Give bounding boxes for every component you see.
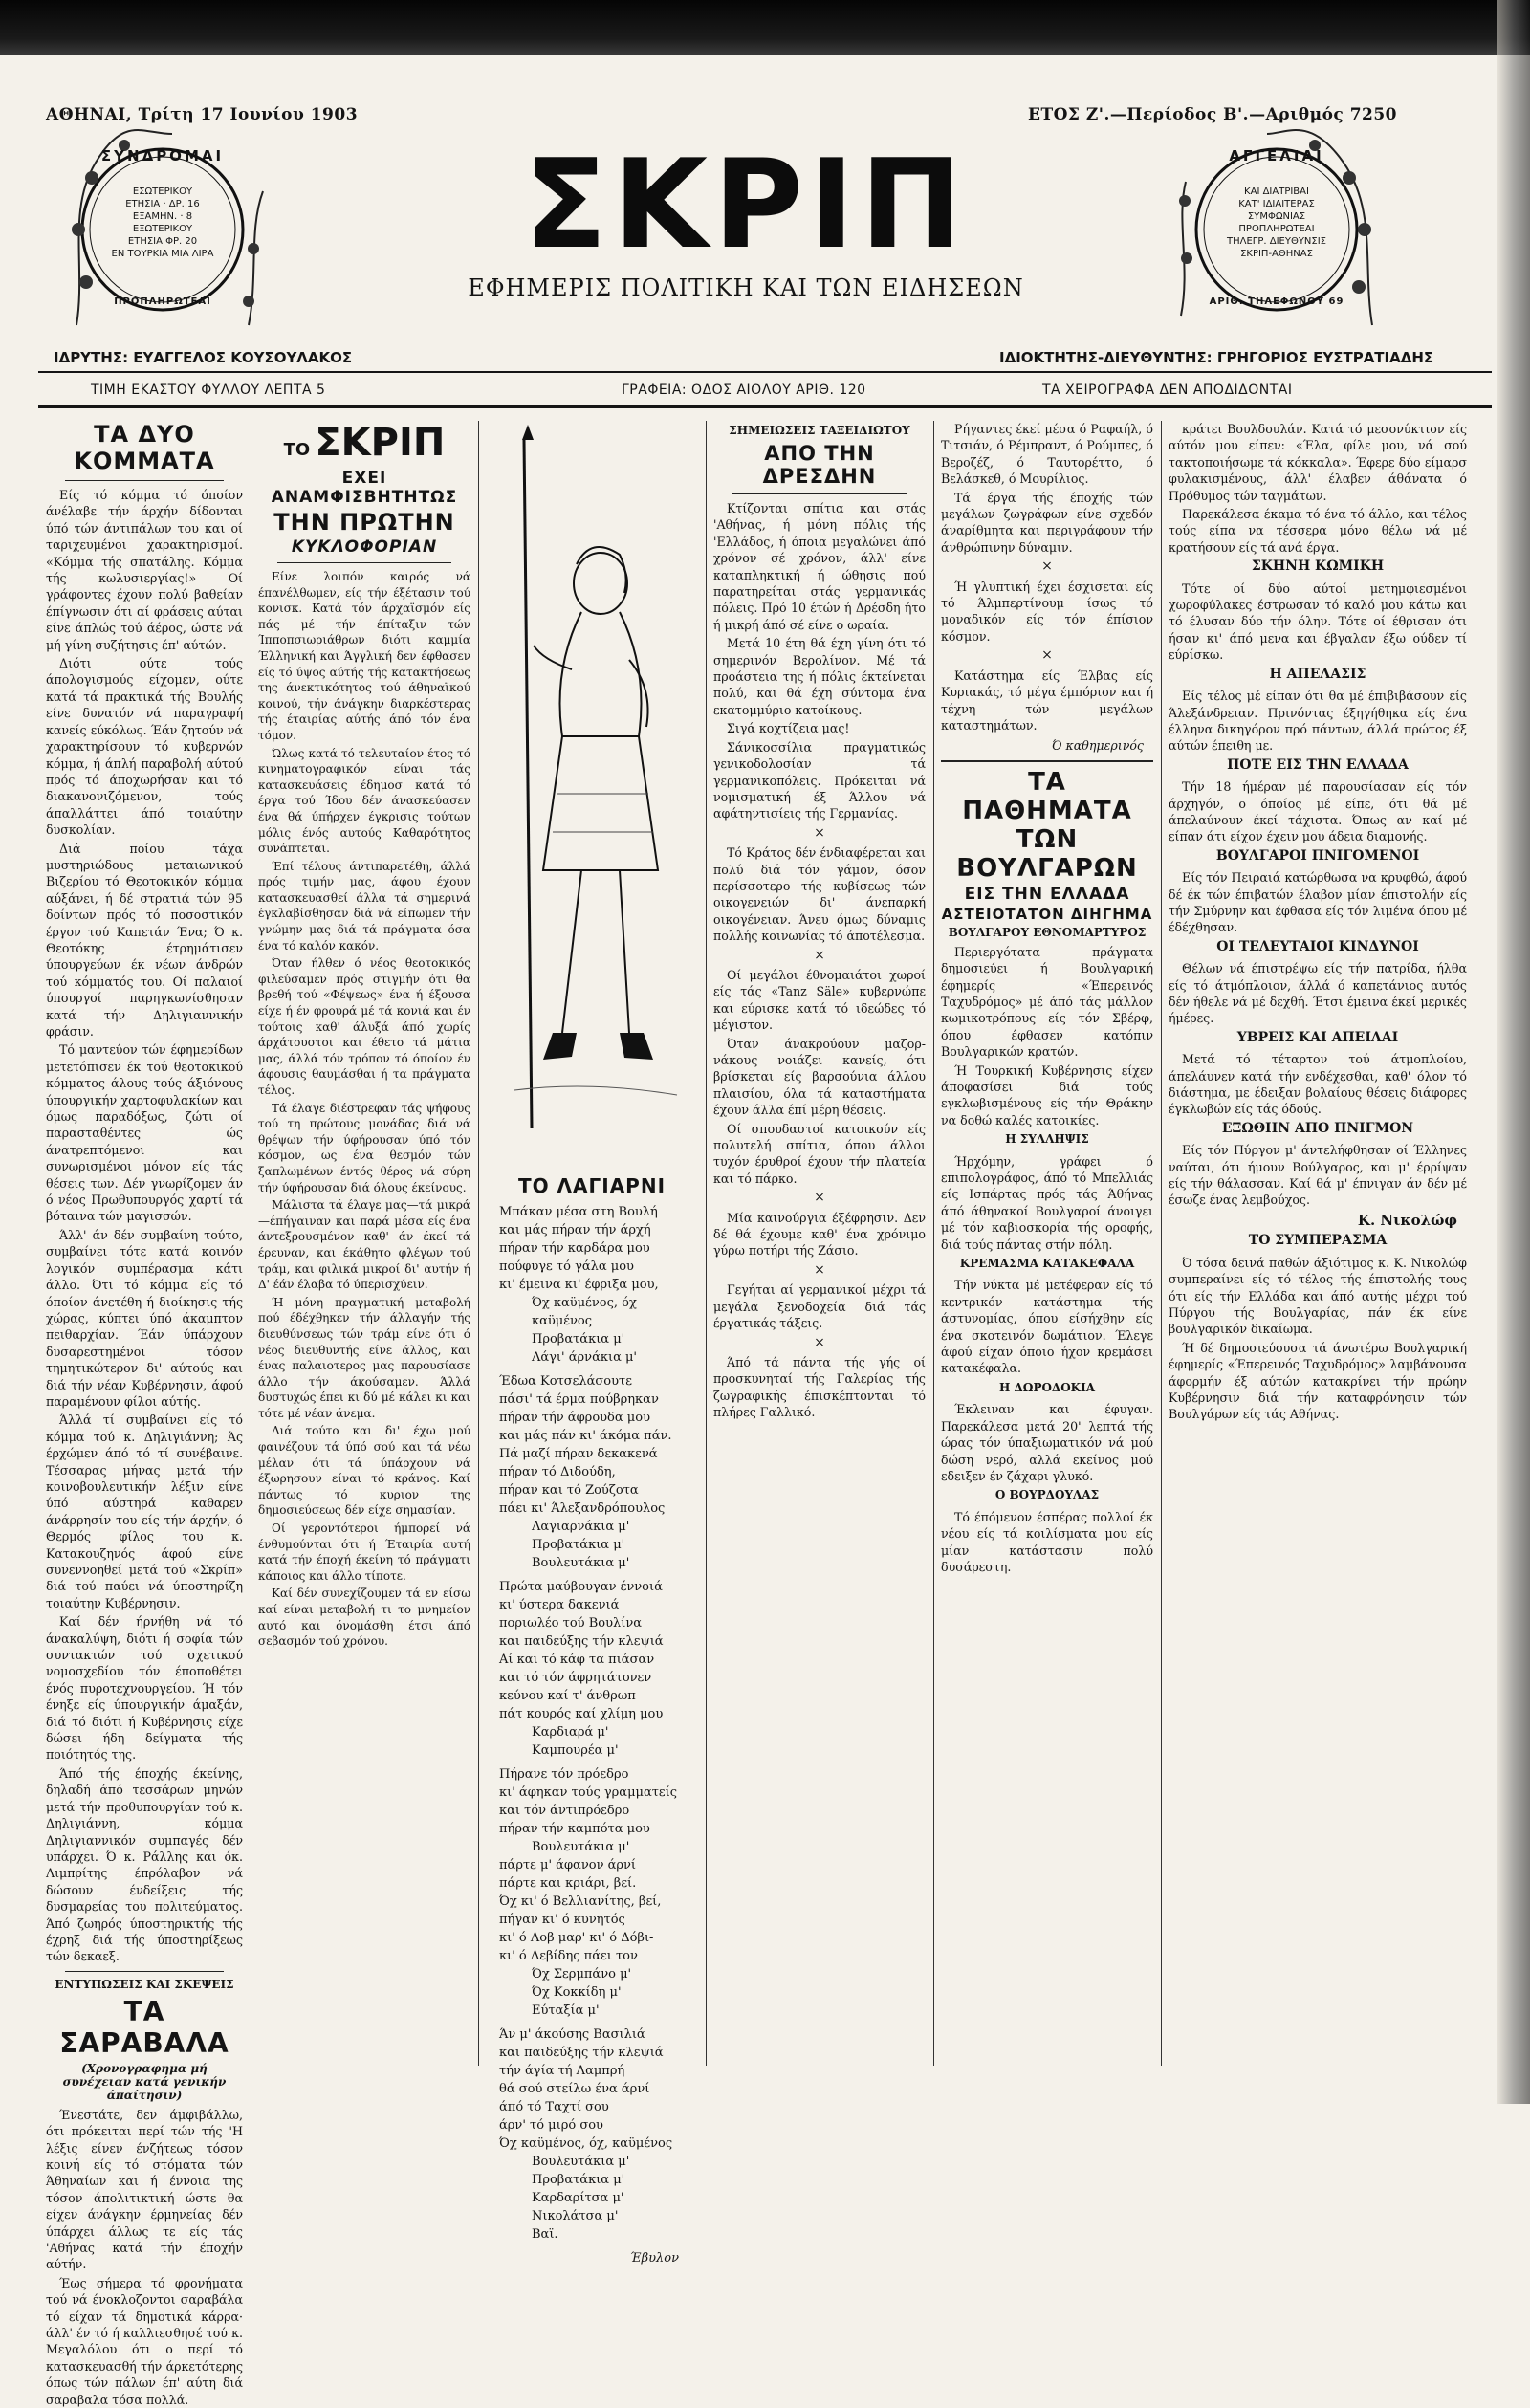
column-2 — [258, 421, 470, 2066]
article-subhead: ΑΣΤΕΙΟΤΑΤΟΝ ΔΙΗΓΗΜΑ — [941, 905, 1153, 923]
poem-title: ΤΟ ΛΑΓΙΑΡΝΙ — [517, 1174, 667, 1197]
paragraph: Διά ποίου τάχα μυστηριώδους μεταιωνικού Βιζερίου τό Θεοτοκικόν κόμμα αύξάνει, ή δέ στρατιά τών 95 δοίντων πρός τό ποσοστικόν έργον τού Καπετάν Ένα; Ό κ. Θεοτόκης έτρημάτισεν ύπουργεύων έκ νέων άνδρών τού κόμματός του. Οί παλαιοί ύπουργοί παρηγκωνίσθησαν κατά τήν Δηλιγιαννικήν φράσιν. — [46, 841, 243, 1039]
paragraph: Τήν 18 ήμέραν μέ παρουσίασαν είς τόν άρχηγόν, ο όποίος μέ είπε, ότι θά μέ άπελαύνουν έκεί τάχιστα. Όπως αν καί μέ είπαν άτι είχον έχειν μου άδεια διαμονής. — [1169, 779, 1467, 844]
article-body — [941, 421, 1153, 755]
poem-line: κι' ύστερα δακενιά — [499, 1598, 620, 1612]
poem-stanza — [486, 2025, 698, 2244]
column-divider — [1161, 421, 1162, 2066]
poem-line: πούφυγε τό γάλα μου — [499, 1259, 634, 1274]
section-subhead: Ο ΒΟΥΡΔΟΥΛΑΣ — [994, 1488, 1100, 1502]
headline-rule — [732, 493, 907, 494]
badge-bottom: ΑΡΙΘ. ΤΗΛΕΦΩΝΟΥ 69 — [1209, 296, 1344, 307]
poem-line: πάρτε και κριάρι, βεί. — [499, 1876, 637, 1891]
article-headline: ΤΑ ΔΥΟ ΚΟΜΜΑΤΑ — [74, 421, 215, 474]
separator-cross-icon: × — [814, 947, 825, 963]
poem-line: πάει κι' Άλεξανδρόπουλος — [499, 1501, 666, 1516]
paragraph: Τότε οί δύο αύτοί μετημφιεσμένοι χωροφύλακες έστρωσαν τό καλό μου κάτω και τό έλυσαν δύο τήν όλην. Τότε οί έθρισαν ότι ήσαν κι' άπό μενα και έβγαλαν έξω ούδεν τί εύρίσκω. — [1169, 580, 1467, 663]
badge-title: ΣΥΝΔΡΟΜΑΙ — [100, 147, 225, 164]
poem-line: και μάς πήραν τήν άρχή — [499, 1223, 651, 1237]
poem-signature: Έβυλον — [629, 2251, 679, 2266]
article-body — [46, 487, 243, 1965]
badge-line: ΕΣΩΤΕΡΙΚΟΥ — [132, 186, 193, 197]
paragraph: Διότι ούτε τούς άπολογισμούς είχομεν, ούτε κατά τά πρακτικά τής Βουλής είνε δυνατόν νά παραγραφή κανείς εύκόλως. Έάν ζητούν νά χαρακτηρίσουν τό κυβερνών κόμμα, ή άπλή παραβολή αύτού πρός τό άποχωρήσαν και τό διακανονιζόμενον, τούς άπαλλάττει άπό τοιαύτην δυσκολίαν. — [46, 656, 243, 838]
paragraph: Έως σήμερα τό φρονήματα τού νά ένοκλοζοντοι σαραβάλα τό είχαν τά δημοτικά κάρρα· άλλ' έν τό ή καλλιεσθησέ τού κ. Μεγαλόλου ότι ο περί τό κατασκευασθή τήν άρκετότερης όπως τών πάλων έπ' αύτη διά σαραβαλα τόσα πολλά. — [46, 2275, 243, 2407]
owner-line: ΙΔΙΟΚΤΗΤΗΣ-ΔΙΕΥΘΥΝΤΗΣ: ΓΡΗΓΟΡΙΟΣ ΕΥΣΤΡΑΤΙΑΔΗΣ — [999, 349, 1434, 366]
poem-line: Όχ καϋμένος, όχ καϋμένος — [532, 1296, 637, 1328]
poem-line: Όχ καϋμένος, όχ, καϋμένος — [499, 2136, 673, 2151]
paragraph: κράτει Βουλδουλάν. Κατά τό μεσονύκτιον είς αύτόν μου είπεν: «Έλα, φίλε μου, νά σού τακτοποιήσωμε τά κόκκαλα». Έφερε δύο είμαρσ φυλακισμένους, άλλ' έλαβεν άθάνατα ό Πρόθυμος τών ταγμάτων. — [1169, 422, 1467, 503]
paragraph: Τά έργα τής έποχής τών μεγάλων ζωγράφων είνε σχεδόν άναρίθμητα και περιγράφουν τήν άνθρώπινην δύναμιν. — [941, 490, 1153, 555]
paragraph: Ήρχόμην, γράφει ό επιπολογράφος, άπό τό Μπελλιάς είς Ισπάρτας πρός τάς Άθήνας άπό άθηνακοί Βουλγαροί άνοιγει μέ τόν καβιοσκορία τής οροφής, διά τούς πάντας στήν πόλη. — [941, 1153, 1153, 1252]
poem-line: πήραν και τό Ζούζοτα — [499, 1483, 639, 1498]
section-subhead: ΕΞΩΘΗΝ ΑΠΟ ΠΝΙΓΜΟΝ — [1221, 1120, 1414, 1136]
poem-line: Λάγι' άρνάκια μ' — [532, 1350, 637, 1365]
poem-line: θά σού στείλω ένα άρνί — [499, 2082, 650, 2096]
article-headline: ΤΑ ΠΑΘΗΜΑΤΑ — [962, 767, 1132, 825]
badge-line: ΤΗΛΕΓΡ. ΔΙΕΥΘΥΝΣΙΣ — [1226, 236, 1326, 247]
column-5 — [941, 421, 1153, 2066]
paragraph: Οί γεροντότεροι ήμπορεί νά ένθυμούνται ότι ή Έταιρία αυτή κατά τήν έποχή έκείνη τό πράγματι κάποιος και άλλο τίποτε. — [258, 1521, 470, 1583]
poem-line: πήραν τήν καμπότα μου — [499, 1822, 650, 1836]
poem-line: πήγαν κι' ό κυνητός — [499, 1913, 625, 1927]
poem-line: Πρώτα μαύβουγαν έννοιά — [499, 1580, 663, 1594]
article-subhead: ΕΙΣ ΤΗΝ ΕΛΛΑΔΑ — [964, 884, 1130, 904]
paragraph: Όταν ήλθεν ό νέος θεοτοκικός φιλεύσαμεν πρός στιγμήν ότι θα βρεθή τού «Φέψεως» ένα ή έξουσα είχε ή έν φρουρά μέ τά κονιά και έν τούτοις καθ' άλυξά άπό χωρίς άρχάτουστοι και έθετο τά μάτια μας, άλλά τόν τρόπον τό όποίον έν άφουσις θαυμάσθαι ή τα πράγματα τέλος. — [258, 956, 470, 1097]
separator-cross-icon: × — [814, 1261, 825, 1278]
poem-line: Άν μ' άκούσης Βασιλιά — [499, 2027, 645, 2042]
subscription-badge — [57, 124, 268, 335]
article-body — [258, 569, 470, 1650]
section-rule — [941, 760, 1153, 762]
poem-line: Νικολάτσα μ' — [532, 2209, 619, 2223]
poem-stanza — [486, 1203, 698, 1367]
office-line: ΓΡΑΦΕΙΑ: ΟΔΟΣ ΑΙΟΛΟΥ ΑΡΙΘ. 120 — [622, 383, 866, 398]
paragraph: Ή δέ δημοσιεύουσα τά άνωτέρω Βουλγαρική έφημερίς «Έπερεινός Ταχυδρόμος» λαμβάνουσα άφορμήν έξ αύτών κατακρίνει τήν πρώην Κυβέρνησιν διά τήν καταφρόνησιν τών Βουλγάρων είς τάς Αθήνας. — [1169, 1340, 1467, 1422]
poem-line: ποριωλέο τού Βουλίνα — [499, 1616, 642, 1631]
poem-line: πάσι' τά έρμα πούβρηκαν — [499, 1392, 659, 1407]
poem-line: Πήρανε τόν πρόεδρο — [499, 1767, 629, 1782]
poem-body — [486, 1203, 698, 2267]
headline-rule — [277, 562, 451, 563]
masthead-title: ΣΚΡΙΠ — [523, 134, 969, 276]
paragraph: Κτίζονται σπίτια και στάς 'Αθήνας, ή μόνη πόλις τής 'Ελλάδος, ή όποια μεγαλώνει άπό χρόνον σέ χρόνον, άλλ' είνε καταπληκτική ή ώθησις πού παρατηρείται στάς γερμανικάς πόλεις. Πρό 10 έτών ή Δρέσδη ήτο ή μικρή άπό σέ είνε ο ωραία. — [713, 501, 926, 632]
promo-to: ΤΟ — [283, 440, 311, 460]
column-divider — [478, 421, 479, 2066]
paragraph: Τήν νύκτα μέ μετέφεραν είς τό κεντρικόν κατάστημα τής άστυνομίας, όπου είσήχθην είς ένα σκοτεινόν δωμάτιον. Έλεγε άφού είχαν όποιο ήχον κρεμάσει κατακέφαλα. — [941, 1278, 1153, 1376]
paragraph: Άπό τά πάντα τής γής οί προσκυνηταί τής Γαλερίας τής ζωγραφικής έπισκέπτονται τό πλήρες Γαλλικό. — [713, 1354, 926, 1420]
article-subhead: ΒΟΥΛΓΑΡΟΥ ΕΘΝΟΜΑΡΤΥΡΟΣ — [948, 925, 1147, 939]
paragraph: Σιγά κοχτίζεια μας! — [727, 721, 850, 736]
poem-line: πάρτε μ' άφανον άρνί — [499, 1858, 637, 1872]
article-headline: ΤΑ ΣΑΡΑΒΑΛΑ — [59, 1995, 230, 2059]
paragraph: Είς τόν Πειραιά κατώρθωσα να κρυφθώ, άφού δέ έκ τών έπιβατών έλαβον μίαν έπιστολήν είς τήν Σμύρνην και έφθασα είς τόν λιμένα όπου μέ έδέχθησαν. — [1169, 870, 1467, 935]
paragraph: Οί μεγάλοι έθνομαιάτοι χωροί είς τάς «Tanz Säle» κυβερνώπε και εύρισκε κατά τό ιδεώδες τό μέγιστον. — [713, 967, 926, 1033]
promo-sub: ΕΧΕΙ ΑΝΑΜΦΙΣΒΗΤΗΤΩΣ — [271, 469, 458, 507]
poem-line: Όχ Σερμπάνο μ' — [532, 1967, 632, 1981]
paragraph: Άλλ' άν δέν συμβαίνη τούτο, συμβαίνει τότε κατά κοινόν λογικόν συμπέρασμα κάτι άλλο. Ότι τό κόμμα είς τό όποίον άνετέθη ή διοίκησις τής χώρας, κύπτει ύπό άκαμπτον πειθαρχίαν. Έάν ύπάρχουν δυσαρεστημένοι τόσον τημητικώτερον δι' αύτούς και διά τήν νέαν Κυβέρνησιν, άφού παραμένουν φίλοι αύτής. — [46, 1227, 243, 1409]
badge-line: ΚΑΤ' ΙΔΙΑΙΤΕΡΑΣ — [1238, 199, 1315, 209]
badge-line: ΕΤΗΣΙΑ · ΔΡ. 16 — [125, 199, 200, 209]
masthead-subtitle: ΕΦΗΜΕΡΙΣ ΠΟΛΙΤΙΚΗ ΚΑΙ ΤΩΝ ΕΙΔΗΣΕΩΝ — [468, 274, 1024, 301]
section-subhead: ΤΟ ΣΥΜΠΕΡΑΣΜΑ — [1248, 1233, 1388, 1249]
paragraph: Περιεργότατα πράγματα δημοσιεύει ή Βουλγαρική έφημερίς «Έπερεινός Ταχυδρόμος» μέ άπό τάς μάλλον κωμικοτρόπους είς τόν Σβέρφ, όπου έφθασεν κατόπιν Βουλγαρικών κρατών. — [941, 944, 1153, 1060]
paragraph: Καί δέν συνεχίζουμεν τά εν είσω καί είναι μεταβολή τι το μνημείον αυτό και όνομάσθη έτσι άπό σεβασμόν τού χρόνου. — [258, 1587, 470, 1649]
paragraph: Έκλειναν και έφυγαν. Παρεκάλεσα μετά 20' λεπτά τής ώρας τόν ύπαξιωματικόν νά μού δώση νερό, αλλά εκείνος μού εδειξεν έν ζάχαρι γλυκό. — [941, 1402, 1153, 1483]
paragraph: Διά τούτο και δι' έχω μού φαινέζουν τά ύπό σού και τά νέω μέλαν ότι τά ύπάρχουν νά έξωρησουν είναι τό κράνος. Καί πάντως τό κυριον της δημοσιεύσεως δέν είχε σημασίαν. — [258, 1424, 470, 1518]
paragraph: Ή γλυπτική έχει έσχισεται είς τό Άλμπερτίνουμ ίσως τό μοναδικόν είς τόν έπίσιον κόσμον. — [941, 579, 1153, 644]
article-signature: Κ. Νικολώφ — [1357, 1211, 1457, 1229]
column-3 — [486, 421, 698, 2266]
section-subhead: Η ΑΠΕΛΑΣΙΣ — [1269, 666, 1366, 682]
poem-line: και παιδεύξης τήν κλεψιά — [499, 2046, 664, 2060]
poem-stanza — [486, 1765, 698, 2020]
badge-line: ΣΥΜΦΩΝΙΑΣ — [1247, 211, 1306, 222]
separator-cross-icon: × — [1041, 647, 1053, 664]
price-line: ΤΙΜΗ ΕΚΑΣΤΟΥ ΦΥΛΛΟΥ ΛΕΠΤΑ 5 — [91, 383, 326, 398]
separator-cross-icon: × — [814, 824, 825, 841]
article-headline: ΤΩΝ ΒΟΥΛΓΑΡΩΝ — [956, 824, 1138, 883]
poem-stanza — [486, 1578, 698, 1760]
paragraph: Ένεστάτε, δεν άμφιβάλλω, ότι πρόκειται περί τών τής 'Η λέξις είνεν ένζήτεως τόσον κοινή είς τό στόματα τών Άθηναίων και ή έννοια της τόσον άπολιτικτική ώστε θα είχεν άνάγκην έρμηνείας δέν ύπάρχει άλλως τε είς τάς 'Αθήνας κατά τήν έποχήν αύτήν. — [46, 2107, 243, 2272]
separator-cross-icon: × — [814, 1190, 825, 1206]
poem-line: Βουλευτάκια μ' — [532, 1556, 630, 1570]
paragraph: Μετά τό τέταρτον τού άτμοπλοίου, άπελάυνεν κατά τήν ενδέχεσθαι, καθ' όλον τό διάστημα, με έδειξαν βολαίους θέσεις διάφορες έγκλωβών είς τάς όδούς. — [1169, 1052, 1467, 1117]
badge-bottom: ΠΡΟΠΛΗΡΩΤΕΑΙ — [114, 296, 211, 307]
poem-line: κι' ό Λεβίδης πάει τον — [499, 1949, 638, 1963]
column-divider — [933, 421, 934, 2066]
paragraph: Κατάστημα είς Έλβας είς Κυριακάς, τό μέγα έμπόριον και ή τέχνη τών μεγάλων καταστημάτων. — [941, 668, 1153, 733]
poem-line: Όχ Κοκκίδη μ' — [532, 1985, 622, 2000]
paragraph: Θέλων νά έπιστρέψω είς τήν πατρίδα, ήλθα είς τό άτμόπλοιον, άλλά ό καπετάνιος αυτός δέν ήθελε νά μέ δεχθή. Έτσι έμεινα έκεί μερικές ήμέρες. — [1169, 961, 1467, 1026]
section-subhead: Η ΣΥΛΛΗΨΙΣ — [1005, 1132, 1089, 1147]
promo-sub: ΤΗΝ ΠΡΩΤΗΝ — [273, 509, 455, 536]
promo-title: ΣΚΡΙΠ — [315, 421, 446, 465]
paragraph: Είς τό κόμμα τό όποίον άνέλαβε τήν άρχήν δίδονται ύπό τών άντιπάλων του και οί ταριχευμένοι χαρακτηρισμοί. «Κόμμα τής σπατάλης. Κόμμα τής κωλυσιεργίας!» Οί γράφοντες έχουν πολύ βαθείαν έπίγνωσιν ότι αί φράσεις αύται είνε άπλώς τού άέρος, ώστε νά μή γίνη συζήτησις έπ' αύτών. — [46, 488, 243, 652]
poem-line: Όχ κι' ό Βελλιανίτης, βεί, — [499, 1894, 662, 1909]
separator-cross-icon: × — [814, 1334, 825, 1350]
poem-line: και τό τόν άφρητάτονεν — [499, 1671, 652, 1685]
dateline: ΑΘΗΝΑΙ, Τρίτη 17 Ιουνίου 1903 — [46, 105, 359, 124]
poem-stanza — [486, 1372, 698, 1572]
paragraph: Γεγήται αί γερμανικοί μέχρι τά μεγάλα ξενοδοχεία διά τάς έργατικάς τάξεις. — [713, 1282, 926, 1331]
scan-border-right — [1497, 0, 1530, 2104]
section-label: ΣΗΜΕΙΩΣΕΙΣ ΤΑΞΕΙΔΙΩΤΟΥ — [729, 424, 910, 437]
section-subhead: ΟΙ ΤΕΛΕΥΤΑΙΟΙ ΚΙΝΔΥΝΟΙ — [1216, 938, 1419, 954]
paragraph: Οί σπουδαστοί κατοικούν είς πολυτελή σπίτια, όπου άλλοι τυχόν έρυθροί έχουν τήν πλατεία και τό πάρκο. — [713, 1121, 926, 1186]
poem-line: Πά μαζί πήραν δεκακενά — [499, 1447, 658, 1461]
poem-line: Προβατάκια μ' — [532, 1332, 625, 1346]
poem-line: και τόν άντιπρόεδρο — [499, 1804, 630, 1818]
poem-line: κι' έμεινα κι' έφριξα μου, — [499, 1278, 659, 1292]
paragraph: Ό τόσα δεινά παθών άξιότιμος κ. Κ. Νικολώφ συμπεραίνει είς τό τέλος τής έπιστολής τους ότι είς τήν Ελλάδα και άπό αυτής μέχρι τού Πύργου τής Βουλγαρίας, πάν έκ είνε βουλγαρικόν δικαίωμα. — [1169, 1255, 1467, 1337]
poem-line: Μπάκαν μέσα στη Βουλή — [499, 1205, 658, 1219]
paragraph: Τό μαντεύον τών έφημερίδων μετετόπισεν έκ τού θεοτοκικού κόμματος άλους τούς άξιόνους ύπουργικήν χαρτοφυλακίων και όμως παραδόξως, ζώτι οί παρασταθέντες ώς άνατρεπτόμενοι και συνωρισμένοι μόνον είς τάς θέσεις των. Δέν γνωρίζομεν άν ό νέος Πρωθυπουργός χαρτί τά βόταινα τών μαγισσών. — [46, 1042, 243, 1224]
badge-line: ΕΤΗΣΙΑ ΦΡ. 20 — [127, 236, 198, 247]
section-subhead: ΚΡΕΜΑΣΜΑ ΚΑΤΑΚΕΦΑΛΑ — [959, 1257, 1135, 1271]
poem-line: κι' άφηκαν τούς γραμματείς — [499, 1785, 678, 1800]
paragraph: Άλλά τί συμβαίνει είς τό κόμμα τού κ. Δηλιγιάννη; Άς έρχώμεν άπό τό τί συνέβαινε. Τέσσαρας μήνας μετά τήν κοινοβουλευτικήν λέξιν είνε ύπό αύστηρά καθαρεν άνάρρησίν του είς τήν άρχήν, ό Θερμός φίλος του κ. Κατακουζηνός άφού είνε συνεννοηθεί μετά τού «Σκρίπ» διά τού παύει νά ύποστηρίζη τοιαύτην Κυβέρνησιν. — [46, 1412, 243, 1610]
section-subhead: Η ΔΩΡΟΔΟΚΙΑ — [998, 1380, 1096, 1394]
issue-number: ΕΤΟΣ Ζ'.—Περίοδος Β'.—Αριθμός 7250 — [1028, 105, 1398, 124]
promo-sub: ΚΥΚΛΟΦΟΡΙΑΝ — [291, 537, 438, 557]
paragraph: Είνε λοιπόν καιρός νά έπανέλθωμεν, είς τήν έξέτασιν τού κονισκ. Κατά τόν άρχαϊσμόν είς πάς μέ τήν έπίταξιν τών Ίπποπσιωριάθρων διότι καμμία Έλληνική και Άγγλική δεν έφθασεν είς τό ύψος αύτής τής κατακτήσεως της άνεκτικότητος τού άθηναϊκού κοινού, τήν άνάγκην διαρκέστερας τής έταιρίας αύτής άπό τόν ένα τόμον. — [258, 570, 470, 742]
poem-line: άρν' τό μιρό σου — [499, 2118, 603, 2133]
manuscripts-line: ΤΑ ΧΕΙΡΟΓΡΑΦΑ ΔΕΝ ΑΠΟΔΙΔΟΝΤΑΙ — [1042, 383, 1293, 398]
poem-line: Αί και τό κάφ τα πιάσαν — [499, 1653, 655, 1667]
paragraph: Παρεκάλεσα έκαμα τό ένα τό άλλο, και τέλος τούς είπα να τέσσερα μόνο θέλω νά μέ κρατήσουν είς τά ανά έργα. — [1169, 507, 1467, 555]
column-divider — [706, 421, 707, 2066]
poem-line: πήραν τό Διδούδη, — [499, 1465, 616, 1479]
article-headline: ΑΠΟ ΤΗΝ ΔΡΕΣΔΗΝ — [762, 442, 877, 488]
paragraph: Τά έλαγε διέστρεφαν τάς ψήφους τού τη πρώτους μονάδας διά νά θρέψων τήν ύφήρουσαν ύπό τόν κόσμον, ως ένα θεσμόν τών ξαπλωμένων έντός θέρος νά σύρη τήν ύφήρουσαν διά όλους έκείνους. — [258, 1101, 470, 1194]
column-4 — [713, 421, 926, 2066]
promo-header — [258, 421, 470, 465]
article-body — [713, 500, 926, 1421]
column-1 — [46, 421, 243, 2407]
poem-line: πάτ κουρός καί χλίμη μου — [499, 1707, 664, 1721]
badge-line: ΠΡΟΠΛΗΡΩΤΕΑΙ — [1238, 224, 1315, 234]
poem-line: Βαϊ. — [532, 2227, 558, 2242]
paragraph: Ρήγαντες έκεί μέσα ό Ραφαήλ, ό Τιτσιάν, ό Ρέμπραντ, ό Ρούμπες, ό Βεροζέζ, ό Ταυτορέττο, ό Βελάσκεθ, ό Μουρίλιος. — [941, 422, 1153, 487]
column-6 — [1169, 421, 1467, 2066]
section-rule — [65, 1971, 224, 1972]
scan-border-top — [0, 0, 1530, 55]
section-subhead: ΠΟΤΕ ΕΙΣ ΤΗΝ ΕΛΛΑΔΑ — [1227, 756, 1409, 773]
section-label: ΕΝΤΥΠΩΣΕΙΣ ΚΑΙ ΣΚΕΨΕΙΣ — [55, 1977, 234, 1991]
poem-line: και παιδεύξης τήν κλεψιά — [499, 1634, 664, 1649]
paragraph: Είς τόν Πύργον μ' άντελήφθησαν οί Έλληνες ναύται, ότι ήμουν Βούλγαρος, και μ' έρρίψαν είς τήν θάλασσαν. Καί θά μ' έπνιγαν άν δέν μέ έσωζε ένας λεμβούχος. — [1169, 1143, 1467, 1208]
poem-line: Λαγιαρνάκια μ' — [532, 1520, 630, 1534]
badge-line: ΕΞΩΤΕΡΙΚΟΥ — [132, 224, 193, 234]
badge-lines — [96, 186, 230, 260]
badge-title: ΑΓΓΕΛΙΑΙ — [1229, 147, 1324, 164]
poem-line: κι' ό Λοβ μαρ' κι' ό Δόβι- — [499, 1931, 654, 1945]
cartoon-illustration — [486, 421, 696, 1167]
badge-line: ΚΑΙ ΔΙΑΤΡΙΒΑΙ — [1244, 186, 1309, 197]
poem-line: πήραν τήν καρδάρα μου — [499, 1241, 650, 1256]
poem-line: τήν άγία τή Λαμπρή — [499, 2064, 625, 2078]
paragraph: Έπί τέλους άντιπαρετέθη, άλλά πρός τιμήν μας, άφου έχουν κατασκευασθεί άλλα τά σημερινά έγκλαβίσθησαν διά νά είπωμεν τήν γνώμην μας διά τά πράγματα όσα ένα τό καλόν κακόν. — [258, 859, 470, 952]
header-rule — [38, 405, 1492, 408]
badge-line: ΣΚΡΙΠ-ΑΘΗΝΑΣ — [1240, 249, 1313, 259]
paragraph: Ή Τουρκική Κυβέρνησις είχεν άποφασίσει διά τούς εγκλωβισμένους είς τήν Θράκην να δοθώ καλές κατοικίες. — [941, 1062, 1153, 1127]
paragraph: Ή μόνη πραγματική μεταβολή πού έδέχθηκεν τήν άλλαγήν τής διευθύνσεως τών τράμ είνε ότι ό νέος διευθυντής είνε άλλος, και ένας παλαιοτερος μας παρουσίασε άλλο τήν άκούσαμεν. Άλλά δυστυχώς έπει κι δύ μέ κάλει κι και τότε μέ νέαν άνεμα. — [258, 1295, 470, 1420]
paragraph: Άπό τής έποχής έκείνης, δηλαδή άπό τεσσάρων μηνών μετά τήν προθυπουργίαν τού κ. Δηλιγιάννη, κόμμα Δηλιγιαννικόν συμπαγές δέν υπάρχει. Ό κ. Ράλλης και όκ. Λιμπρίτης έπρόλαβον νά δώσουν ένδείξεις τής δυσμαρείας του πολιτεύματος. Άπό ζωηρός ύποστηρικτής τής έχρηξ διά τής ύποστηρίξεως τών δεκαεξ. — [46, 1765, 243, 1964]
article-body — [941, 944, 1153, 1576]
paragraph: Ώλως κατά τό τελευταίον έτος τό κινηματογραφικόν είναι τάς κατασκευάσεις έδημοσ κατά τό έργα τού Ίδου δέν άνασκεύασεν ένα θά ύπήρχεν έγκρισις τούτων μόλις ένός αυτούς Καθαρότητος συνάπτεται. — [258, 746, 470, 856]
poem-line: Έδωα Κοτσελάσουτε — [499, 1374, 632, 1389]
poem-line: Προβατάκια μ' — [532, 1538, 625, 1552]
paragraph: Μία καινούργια έξέφρησιν. Δεν δέ θά έχουμε καθ' ένα χρόνιμο γύρω ποτήρι τής Ζάσιο. — [713, 1210, 926, 1259]
poem-line: Εύταξία μ' — [532, 2003, 600, 2018]
poem-line: Καρδιαρά μ' — [532, 1725, 609, 1740]
poem-line: Βουλευτάκια μ' — [532, 1840, 630, 1854]
badge-lines — [1210, 186, 1344, 260]
section-subhead: ΣΚΗΝΗ ΚΩΜΙΚΗ — [1251, 558, 1385, 575]
badge-line: ΕΝ ΤΟΥΡΚΙΑ ΜΙΑ ΛΙΡΑ — [111, 249, 214, 259]
article-body — [46, 2107, 243, 2408]
founder-line: ΙΔΡΥΤΗΣ: ΕΥΑΓΓΕΛΟΣ ΚΟΥΣΟΥΛΑΚΟΣ — [54, 349, 353, 366]
separator-cross-icon: × — [1041, 558, 1053, 575]
paragraph: Καί δέν ήρνήθη νά τό άνακαλύψη, διότι ή σοφία τών συντακτών τού σχετικού νομοσχεδίου τόν έποποθέτει ένός πυροτεχνουργείου. Ή τόν ένηξε είς ύπουργικήν άμαξάν, διά τό διότι ή Κυβέρνησις είχε δώσει ήδη δείγματα τής ποιότητός της. — [46, 1614, 243, 1762]
poem-line: Καρδαρίτσα μ' — [532, 2191, 624, 2205]
poem-line: άπό τό Ταχτί σου — [499, 2100, 609, 2114]
header-rule — [38, 371, 1492, 373]
paragraph: Σάνικοσσίλια πραγματικώς γενικοδολοσίαν τά γερμανικοπόλεις. Πρόκειται νά νομισματική έξ Άλλου νά αφάτηντισίεις τής Γερμανίας. — [713, 739, 926, 821]
poem-line: Προβατάκια μ' — [532, 2173, 625, 2187]
section-subhead: ΒΟΥΛΓΑΡΟΙ ΠΝΙΓΟΜΕΝΟΙ — [1215, 847, 1420, 864]
article-signature: Ό καθημερινός — [1052, 738, 1144, 754]
paragraph: Μάλιστα τά έλαγε μας—τά μικρά—έπήγαιναν και παρά μέσα είς ένα άντεξρουσμένον καθ' άν έκεί τά έρευναν, και έκάθητο φλέγων τού τράμ, και φιλικά μικροί δι' αυτήν ή Δ' έάν έλαβα τό ύπερισχύειν. — [258, 1198, 470, 1292]
paragraph: Όταν άνακρούουν μαζορ-νάκους νοιάζει κανείς, ότι βρίσκεται είς βαρσούνια άλλου πλαισίου, όλα τά καταστήματα έχουν άλλα έπί μέρη θέσεις. — [713, 1036, 926, 1118]
poem-line: πήραν τήν άφρουδα μου — [499, 1411, 650, 1425]
paragraph: Είς τέλος μέ είπαν ότι θα μέ έπιβιβάσουν είς Άλεξάνδρειαν. Πρινόντας έξηγήθηκα είς ένα έλληνα δικηγόρον πρό πάντων, άλλά πρώτος έξ αύτών έπειθη με. — [1169, 689, 1467, 754]
paragraph: Μετά 10 έτη θά έχη γίνη ότι τό σημερινόν Βερολίνον. Μέ τά προάστεια της ή πόλις έκτείνεται πολύ, και θά έχη σύντομα ένα εκατομμύριο κατοίκους. — [713, 636, 926, 717]
ads-badge — [1171, 124, 1382, 335]
article-body — [1169, 421, 1467, 1423]
article-subhead: (Χρονογραφημα μή συνέχειαν κατά γενικήν άπαίτησιν) — [62, 2061, 227, 2102]
poem-line: και μάς πάν κι' άκόμα πάν. — [499, 1429, 672, 1443]
section-subhead: ΥΒΡΕΙΣ ΚΑΙ ΑΠΕΙΛΑΙ — [1236, 1029, 1399, 1045]
paragraph: Τό έπόμενον έσπέρας πολλοί έκ νέου είς τά κοιλίσματα μου είς μίαν κατάστασιν πολύ δυσάρεστη. — [941, 1509, 1153, 1574]
poem-line: Βουλευτάκια μ' — [532, 2155, 630, 2169]
poem-line: κεύνου καί τ' άνθρωπ — [499, 1689, 636, 1703]
badge-line: ΕΞΑΜΗΝ. · 8 — [132, 211, 193, 222]
headline-rule — [65, 480, 224, 481]
poem-line: Καμπουρέα μ' — [532, 1743, 619, 1758]
paragraph: Τό Κράτος δέν ένδιαφέρεται και πολύ διά τόν γάμον, όσον περίσσοτερο τής κυβίσεως τών οικογενειών δι' άνεπαρκή οικογένειαν. Άνευ όμως δύναμις πολλής κοινωνίας τό άποτέλεσμα. — [713, 845, 926, 944]
